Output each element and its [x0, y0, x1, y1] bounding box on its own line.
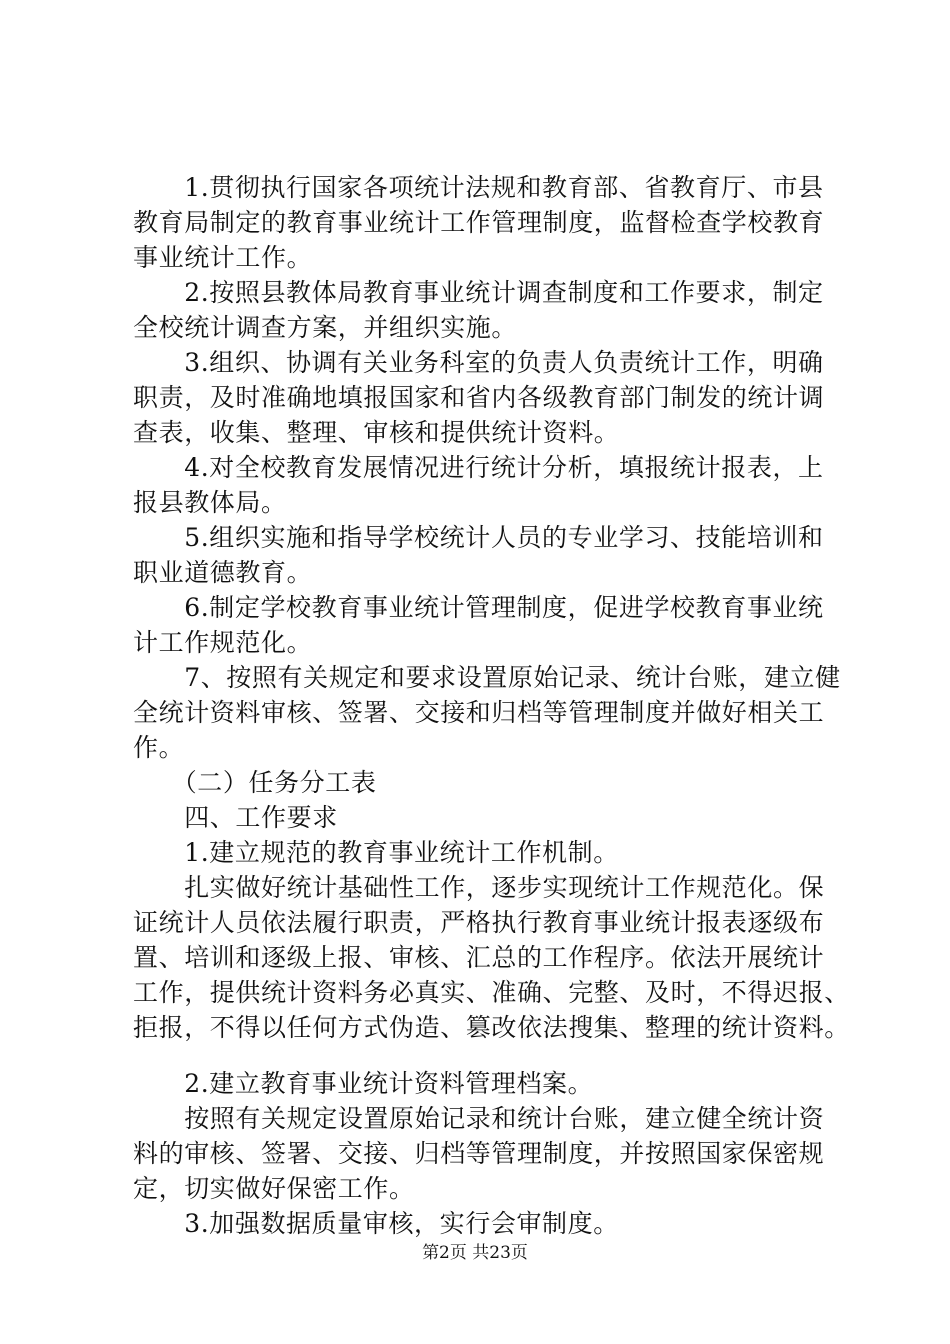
body-line: 7、按照有关规定和要求设置原始记录、统计台账，建立健 [133, 663, 841, 692]
body-line: 1.贯彻执行国家各项统计法规和教育部、省教育厅、市县 [133, 173, 824, 202]
body-line: 作。 [133, 733, 185, 762]
body-line: 报县教体局。 [133, 488, 287, 517]
subsection-heading: 3.加强数据质量审核，实行会审制度。 [133, 1209, 619, 1238]
body-line: 扎实做好统计基础性工作，逐步实现统计工作规范化。保 [133, 873, 825, 902]
body-line: 教育局制定的教育事业统计工作管理制度，监督检查学校教育 [133, 208, 825, 237]
body-line: 按照有关规定设置原始记录和统计台账，建立健全统计资 [133, 1104, 825, 1133]
body-line: 定，切实做好保密工作。 [133, 1174, 415, 1203]
body-line: 全校统计调查方案，并组织实施。 [133, 313, 518, 342]
body-line: 置、培训和逐级上报、审核、汇总的工作程序。依法开展统计 [133, 943, 825, 972]
subsection-heading: 1.建立规范的教育事业统计工作机制。 [133, 838, 619, 867]
section-heading: （二）任务分工表 [133, 768, 377, 797]
body-line: 工作，提供统计资料务必真实、准确、完整、及时，不得迟报、 [133, 978, 850, 1007]
body-line: 职责，及时准确地填报国家和省内各级教育部门制发的统计调 [133, 383, 825, 412]
body-line: 料的审核、签署、交接、归档等管理制度，并按照国家保密规 [133, 1139, 825, 1168]
body-line: 2.按照县教体局教育事业统计调查制度和工作要求，制定 [133, 278, 824, 307]
body-line: 拒报，不得以任何方式伪造、篡改依法搜集、整理的统计资料。 [133, 1013, 850, 1042]
body-line: 计工作规范化。 [133, 628, 313, 657]
body-line: 4.对全校教育发展情况进行统计分析，填报统计报表，上 [133, 453, 824, 482]
subsection-heading: 2.建立教育事业统计资料管理档案。 [133, 1069, 594, 1098]
body-line: 查表，收集、整理、审核和提供统计资料。 [133, 418, 620, 447]
body-line: 5.组织实施和指导学校统计人员的专业学习、技能培训和 [133, 523, 824, 552]
body-line: 3.组织、协调有关业务科室的负责人负责统计工作，明确 [133, 348, 824, 377]
body-line: 6.制定学校教育事业统计管理制度，促进学校教育事业统 [133, 593, 824, 622]
page-number-footer: 第2页 共23页 [422, 1243, 528, 1263]
body-line: 事业统计工作。 [133, 243, 313, 272]
body-line: 职业道德教育。 [133, 558, 313, 587]
section-heading: 四、工作要求 [133, 803, 338, 832]
body-line: 证统计人员依法履行职责，严格执行教育事业统计报表逐级布 [133, 908, 825, 937]
body-line: 全统计资料审核、签署、交接和归档等管理制度并做好相关工 [133, 698, 825, 727]
